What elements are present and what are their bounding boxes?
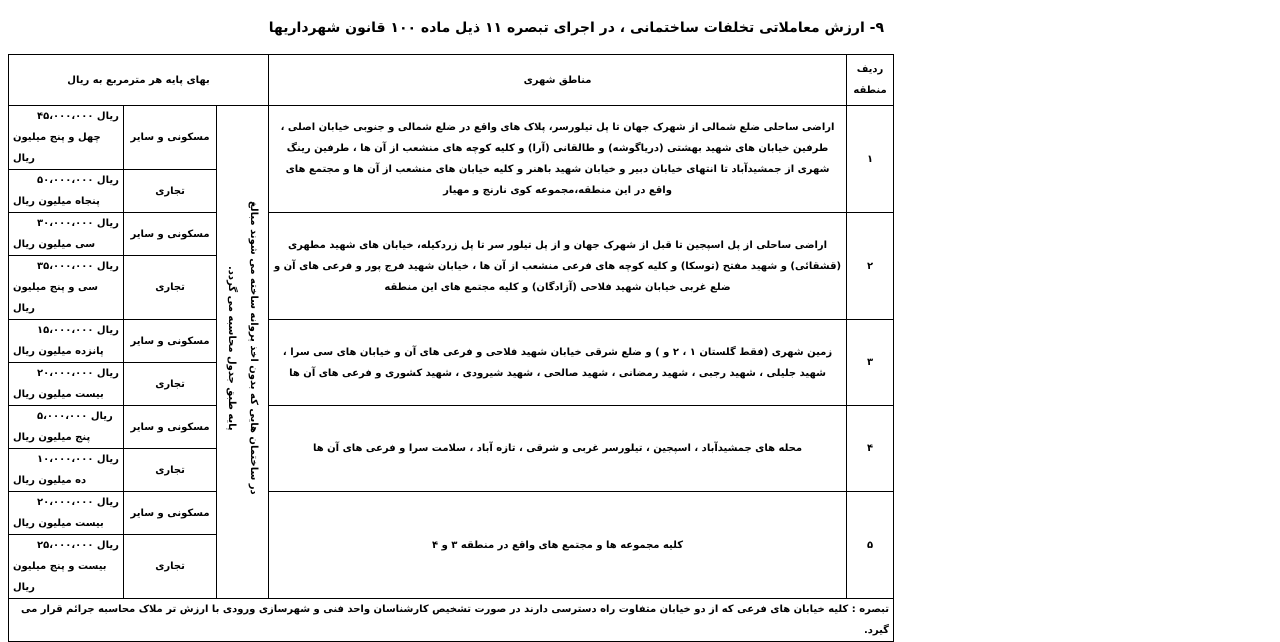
price-commercial <box>9 256 124 320</box>
price-words: پنج میلیون ریال <box>13 432 91 443</box>
area-description: اراضی ساحلی ضلع شمالی از شهرک جهان تا پل تیلورسر، پلاک های واقع در ضلع شمالی و جنوبی خیابان اصلی ، طرفین خیابان های شهید بهشتی (دریاگوشه) و طالقانی (آرا) و کلیه کوچه های منشعب از آن ها ، طرفین رینگ شهری از جمشیدآباد تا انتهای خیابان دبیر و خیابان شهید باهنر و کلیه خیابان های منشعب از آن ها و مجتمع های واقع در این منطقه،مجموعه کوی نارنج و مهیار <box>269 106 847 213</box>
price-commercial <box>9 535 124 599</box>
price-number: ۴۵،۰۰۰،۰۰۰ ریال <box>37 111 119 122</box>
price-residential <box>9 320 124 363</box>
price-number: ۱۵،۰۰۰،۰۰۰ ریال <box>37 325 119 336</box>
use-residential: مسکونی و سایر <box>124 492 217 535</box>
price-number: ۲۰،۰۰۰،۰۰۰ ریال <box>37 497 119 508</box>
use-residential: مسکونی و سایر <box>124 320 217 363</box>
footer-row <box>9 599 894 642</box>
use-commercial: تجاری <box>124 535 217 599</box>
price-commercial <box>9 170 124 213</box>
use-commercial: تجاری <box>124 170 217 213</box>
table-row <box>9 406 894 449</box>
price-words: بیست میلیون ریال <box>13 518 104 529</box>
price-number: ۵۰،۰۰۰،۰۰۰ ریال <box>37 175 119 186</box>
table-row <box>9 213 894 256</box>
use-residential: مسکونی و سایر <box>124 106 217 170</box>
header-price: بهای پایه هر مترمربع به ریال <box>9 55 269 106</box>
price-words: چهل و پنج میلیون ریال <box>13 132 101 164</box>
price-residential <box>9 492 124 535</box>
price-commercial <box>9 449 124 492</box>
table-row <box>9 106 894 170</box>
price-number: ۲۵،۰۰۰،۰۰۰ ریال <box>37 540 119 551</box>
area-description: کلیه مجموعه ها و مجتمع های واقع در منطقه ۳ و ۴ <box>269 492 847 599</box>
price-residential <box>9 213 124 256</box>
price-words: پنجاه میلیون ریال <box>13 196 100 207</box>
price-words: سی میلیون ریال <box>13 239 96 250</box>
price-number: ۵،۰۰۰،۰۰۰ ریال <box>37 411 113 422</box>
use-commercial: تجاری <box>124 449 217 492</box>
area-description: اراضی ساحلی از پل اسپجین تا قبل از شهرک جهان و از پل تیلور سر تا پل زردکیله، خیابان های شهید مطهری (قشقائی) و شهید مفتح (توسکا) و کلیه کوچه های فرعی منشعب از آن ها ، خیابان شهید فرج پور و فرعی های آن و ضلع غربی خیابان شهید فلاحی (آزادگان) و کلیه مجتمع های این منطقه <box>269 213 847 320</box>
row-number: ۲ <box>847 213 894 320</box>
price-number: ۳۰،۰۰۰،۰۰۰ ریال <box>37 218 119 229</box>
price-residential <box>9 406 124 449</box>
price-number: ۱۰،۰۰۰،۰۰۰ ریال <box>37 454 119 465</box>
price-words: بیست میلیون ریال <box>13 389 104 400</box>
table-row <box>9 320 894 363</box>
area-description: محله های جمشیدآباد ، اسپجین ، تیلورسر غربی و شرقی ، تازه آباد ، سلامت سرا و فرعی های آن ها <box>269 406 847 492</box>
row-number: ۴ <box>847 406 894 492</box>
vertical-note: در ساختمان هایی که بدون اخذ پروانه ساخته می شوند مبالغ پایه طبق جدول محاسبه می گردد. <box>217 106 269 599</box>
use-residential: مسکونی و سایر <box>124 213 217 256</box>
price-number: ۲۰،۰۰۰،۰۰۰ ریال <box>37 368 119 379</box>
document-title: ۹- ارزش معاملاتی تخلفات ساختمانی ، در اجرای تبصره ۱۱ ذیل ماده ۱۰۰ قانون شهرداریها <box>268 20 884 36</box>
row-number: ۱ <box>847 106 894 213</box>
table-header-row <box>9 55 894 106</box>
header-areas: مناطق شهری <box>269 55 847 106</box>
price-commercial <box>9 363 124 406</box>
price-words: سی و پنج میلیون ریال <box>13 282 98 314</box>
header-radif: ردیف منطقه <box>847 55 894 106</box>
use-commercial: تجاری <box>124 256 217 320</box>
price-words: پانزده میلیون ریال <box>13 346 104 357</box>
violation-value-table <box>8 54 894 642</box>
area-description: زمین شهری (فقط گلستان ۱ ، ۲ و ) و ضلع شرقی خیابان شهید فلاحی و فرعی های آن و خیابان های سی سرا ، شهید جلیلی ، شهید رجبی ، شهید رمضانی ، شهید صالحی ، شهید شیرودی ، شهید کشوری و فرعی های آن ها <box>269 320 847 406</box>
price-number: ۳۵،۰۰۰،۰۰۰ ریال <box>37 261 119 272</box>
use-residential: مسکونی و سایر <box>124 406 217 449</box>
price-residential <box>9 106 124 170</box>
row-number: ۵ <box>847 492 894 599</box>
table-row <box>9 492 894 535</box>
use-commercial: تجاری <box>124 363 217 406</box>
footer-note: تبصره : کلیه خیابان های فرعی که از دو خیابان متفاوت راه دسترسی دارند در صورت تشخیص کارشناسان واحد فنی و شهرسازی ورودی با ارزش تر ملاک محاسبه جرائم قرار می گیرد. <box>9 599 894 642</box>
row-number: ۳ <box>847 320 894 406</box>
price-words: بیست و پنج میلیون ریال <box>13 561 107 593</box>
price-words: ده میلیون ریال <box>13 475 87 486</box>
